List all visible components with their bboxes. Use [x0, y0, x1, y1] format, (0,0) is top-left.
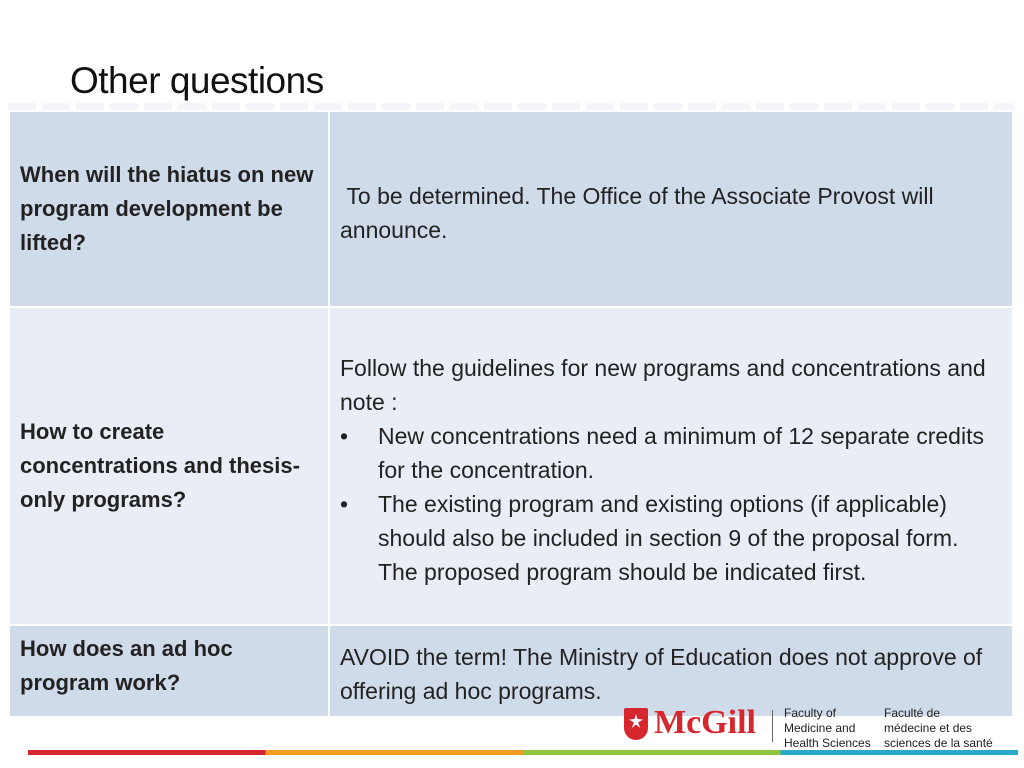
table-row [9, 625, 1013, 717]
logo-divider [772, 710, 773, 742]
table-row [9, 307, 1013, 625]
answer-cell [329, 307, 1013, 625]
question-cell: How to create concentrations and thesis-only programs? [9, 307, 329, 625]
shield-icon [624, 708, 648, 740]
bullet-icon: • [340, 423, 349, 449]
bullet-icon: • [340, 491, 349, 517]
footer-color-bar [28, 750, 1018, 755]
answer-text: To be determined. The Office of the Associate Provost will announce. [340, 183, 941, 243]
slide-title: Other questions [70, 60, 324, 101]
bullet-text: The existing program and existing options (if applicable) should also be included in section 9 of the proposal form. The proposed program should be indicated first. [378, 491, 959, 585]
faculty-name-en: Faculty of Medicine and Health Sciences [784, 706, 871, 750]
bullet-text: New concentrations need a minimum of 12 separate credits for the concentration. [378, 423, 984, 483]
table-row [9, 111, 1013, 307]
qa-table [8, 110, 1014, 718]
question-cell: When will the hiatus on new program development be lifted? [9, 111, 329, 307]
list-item [340, 487, 1002, 589]
faculty-name-fr: Faculté de médecine et des sciences de la santé [884, 706, 993, 750]
list-item [340, 419, 1002, 487]
logo-wordmark: McGill [654, 704, 756, 741]
bullet-list [340, 419, 1002, 589]
answer-text: AVOID the term! The Ministry of Education does not approve of offering ad hoc programs. [340, 644, 983, 704]
answer-cell [329, 111, 1013, 307]
answer-intro: Follow the guidelines for new programs and concentrations and note : [340, 355, 986, 415]
question-cell: How does an ad hoc program work? [9, 625, 329, 717]
mcgill-logo [622, 704, 1012, 750]
